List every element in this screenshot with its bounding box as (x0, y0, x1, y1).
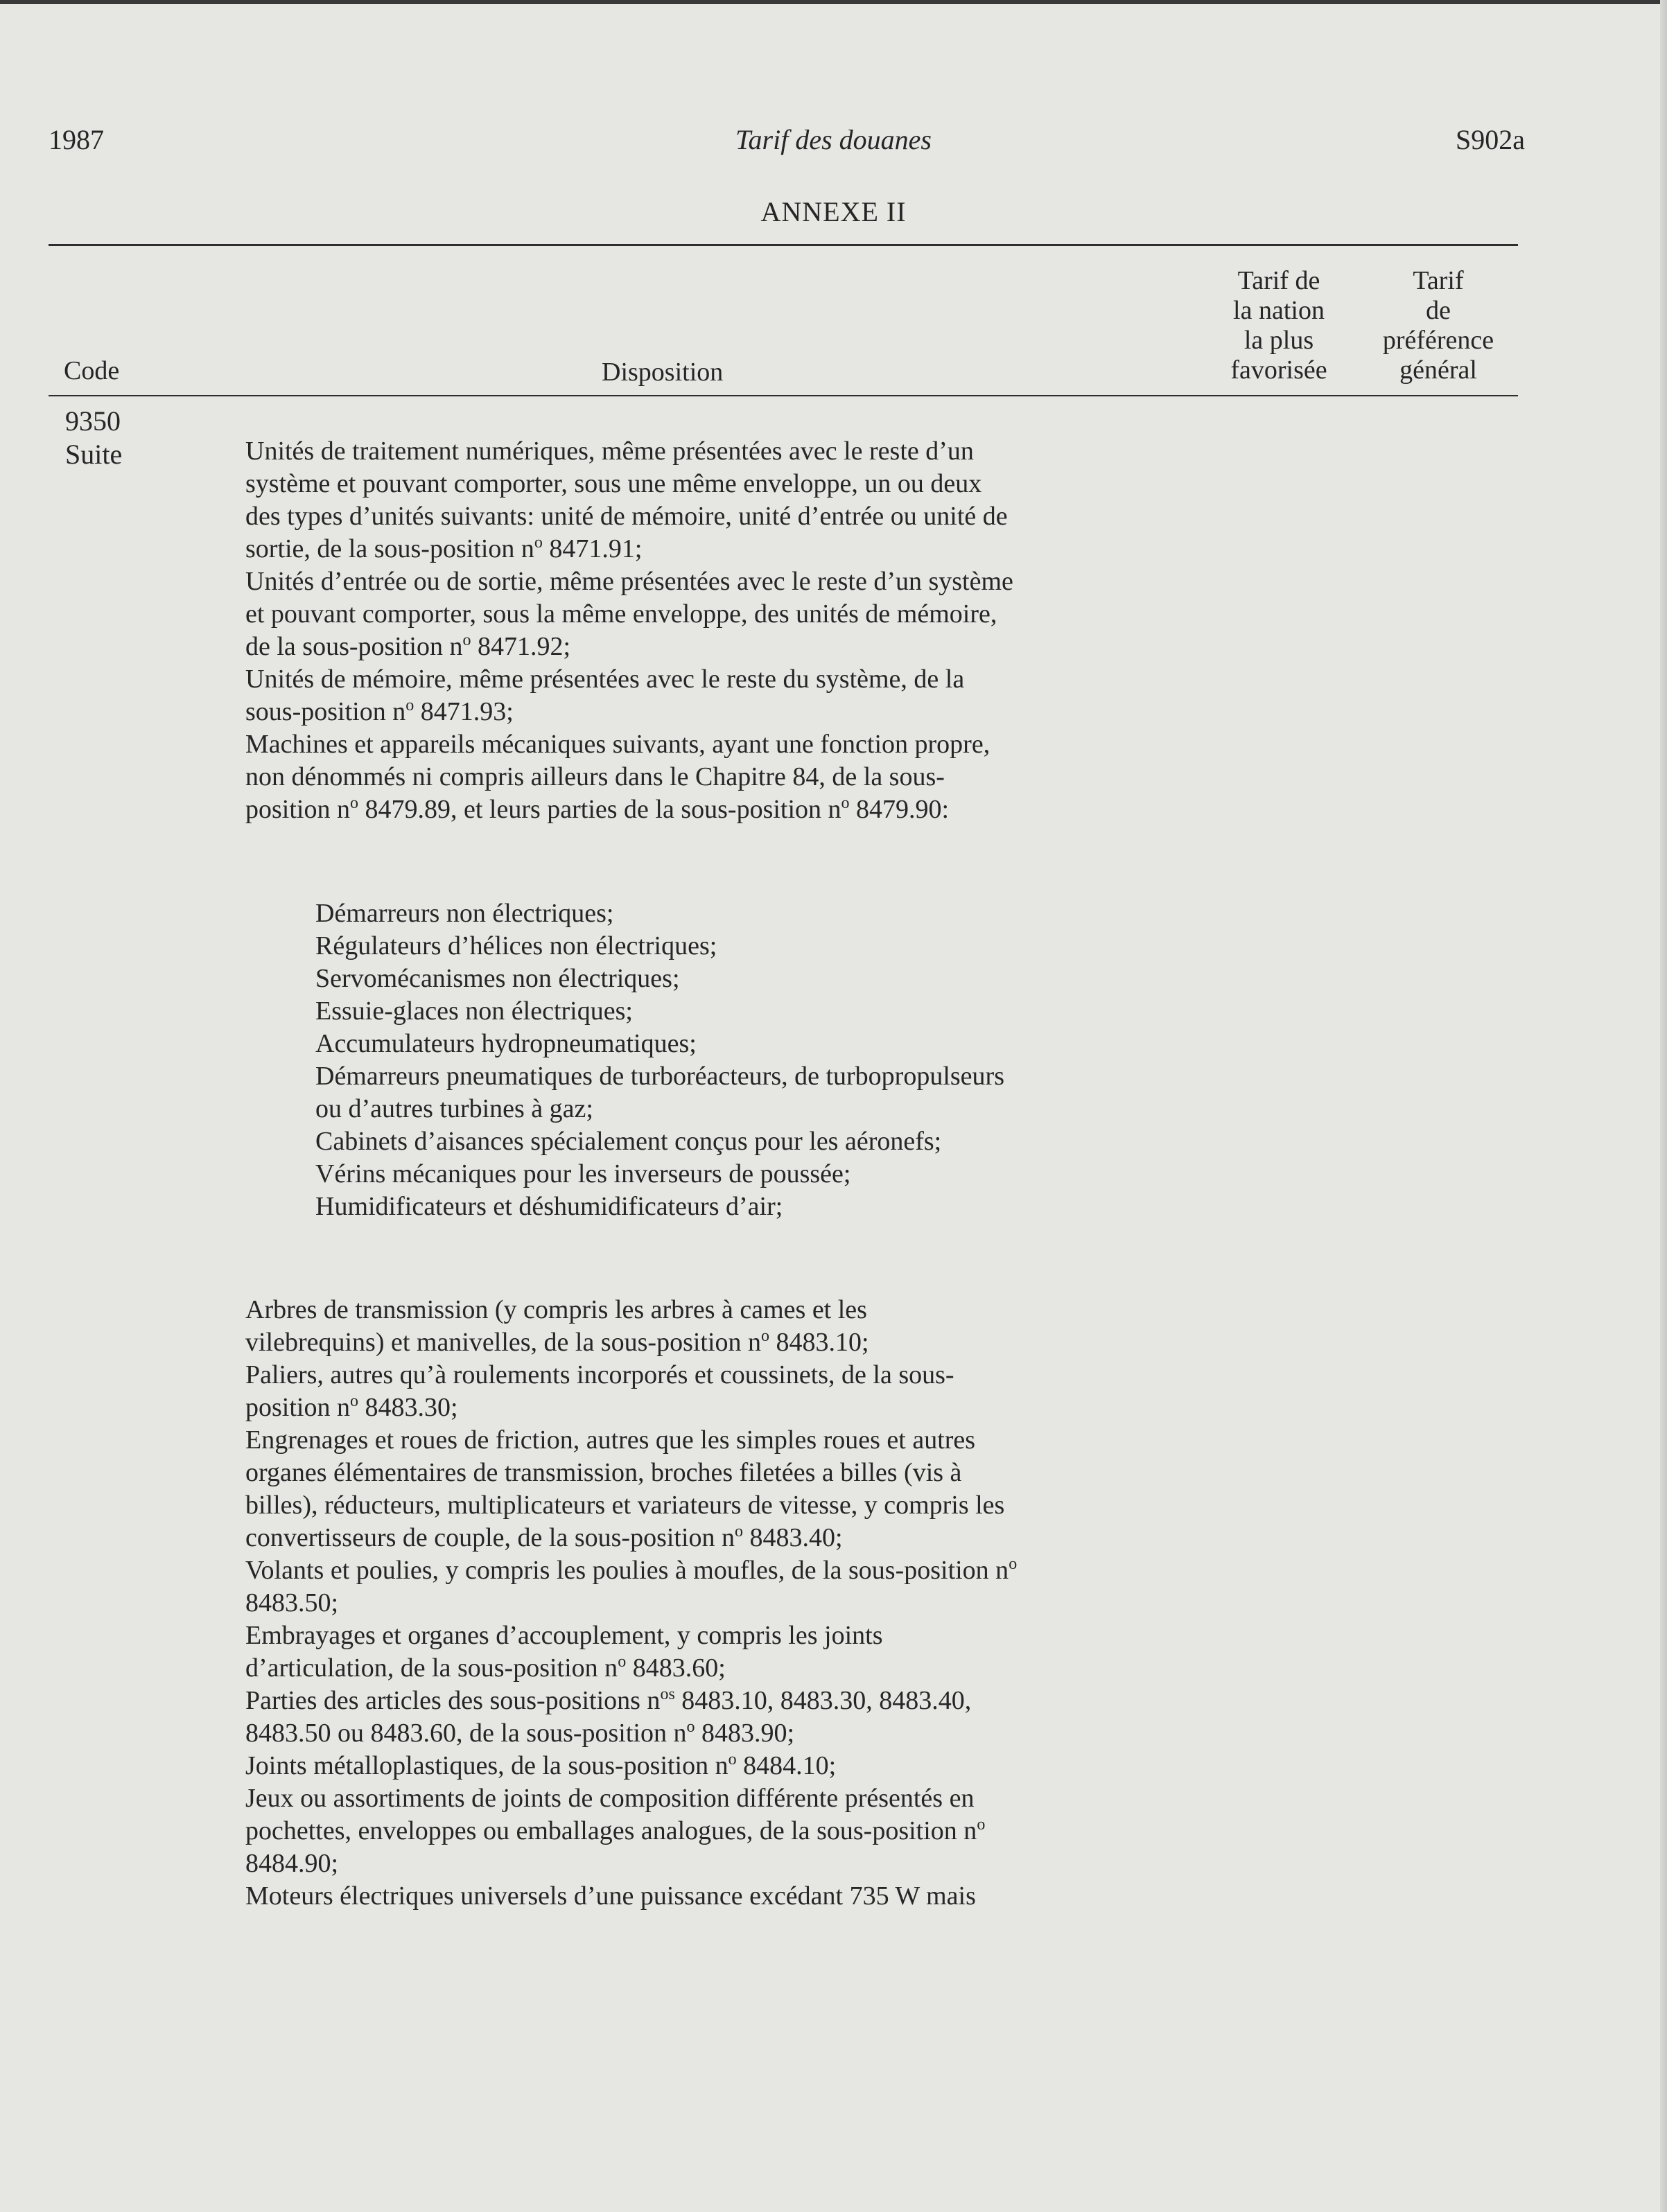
superscript: os (660, 1685, 675, 1703)
text-line: Jeux ou assortiments de joints de composition différente présentés en (245, 1784, 975, 1813)
superscript: o (349, 794, 358, 812)
text-line: 8484.90; (245, 1849, 339, 1878)
text-line: position $n^o$ 8483.30; (245, 1392, 458, 1422)
text-line: 8483.50 ou 8483.60, de la sous-position $n^o$ 8483.90; (245, 1718, 795, 1748)
superscript: o (349, 1392, 358, 1410)
text-line: Engrenages et roues de friction, autres que les simples roues et autres (245, 1425, 976, 1455)
disposition-block-2-list (315, 897, 1300, 1223)
column-header-mfn-line: la plus (1243, 326, 1314, 355)
text-line: sous-position $n^o$ 8471.93; (245, 696, 514, 726)
page-right-edge (1660, 0, 1667, 2212)
superscript: o (686, 1718, 695, 1736)
text-line: Unités de mémoire, même présentées avec le reste du système, de la (245, 665, 965, 694)
column-header-gpt-line: Tarif (1413, 266, 1464, 295)
text-line: de la sous-position $n^o$ 8471.92; (245, 631, 571, 661)
text-line: Parties des articles des sous-positions $n^{os}$ 8483.10, 8483.30, 8483.40, (245, 1685, 972, 1715)
text-line: ou d’autres turbines à gaz; (315, 1094, 593, 1123)
header-title: Tarif des douanes (735, 124, 932, 155)
column-header-gpt-line: préférence (1382, 326, 1494, 355)
disposition-block-1 (245, 435, 1230, 826)
text-line: Vérins mécaniques pour les inverseurs de poussée; (315, 1159, 851, 1188)
superscript: o (728, 1750, 737, 1768)
text-line: Moteurs électriques universels d’une puissance excédant 735 W mais (245, 1881, 976, 1911)
text-line: vilebrequins) et manivelles, de la sous-position $n^o$ 8483.10; (245, 1327, 869, 1357)
column-header-code: Code (64, 356, 120, 385)
disposition-block-3 (245, 1294, 1230, 1913)
page-top-edge (0, 0, 1667, 4)
column-header-gpt-tariff (1359, 266, 1518, 385)
text-line: Essuie-glaces non électriques; (315, 997, 633, 1026)
text-line: système et pouvant comporter, sous une même enveloppe, un ou deux (245, 469, 982, 498)
text-line: Démarreurs pneumatiques de turboréacteurs, de turbopropulseurs (315, 1062, 1004, 1091)
superscript: o (534, 534, 543, 552)
entry-code-cell (65, 405, 122, 471)
column-header-mfn-line: Tarif de (1237, 266, 1320, 295)
text-line: Paliers, autres qu’à roulements incorporés et coussinets, de la sous- (245, 1360, 954, 1389)
superscript: o (977, 1816, 986, 1834)
superscript: o (841, 794, 850, 812)
text-line: et pouvant comporter, sous la même enveloppe, des unités de mémoire, (245, 599, 997, 629)
column-header-gpt-line: général (1399, 356, 1477, 385)
text-line: position $n^o$ 8479.89, et leurs parties de la sous-position $n^o$ 8479.90: (245, 794, 950, 824)
column-header-disposition: Disposition (602, 358, 724, 387)
entry-code: 9350 (65, 405, 121, 437)
column-header-mfn-line: favorisée (1230, 356, 1327, 385)
superscript: o (618, 1653, 627, 1671)
text-line: Arbres de transmission (y compris les arbres à cames et les (245, 1295, 867, 1324)
text-line: non dénommés ni compris ailleurs dans le Chapitre 84, de la sous- (245, 762, 945, 791)
text-line: Accumulateurs hydropneumatiques; (315, 1029, 697, 1058)
text-line: Machines et appareils mécaniques suivants, ayant une fonction propre, (245, 730, 990, 759)
text-line: Unités de traitement numériques, même présentées avec le reste d’un (245, 437, 974, 466)
superscript: o (761, 1327, 770, 1345)
text-line: billes), réducteurs, multiplicateurs et variateurs de vitesse, y compris les (245, 1491, 1005, 1520)
header-year: 1987 (49, 124, 104, 155)
superscript: o (462, 631, 471, 649)
header-page-ref: S902a (1456, 124, 1525, 155)
superscript: o (735, 1522, 744, 1540)
text-line: Régulateurs d’hélices non électriques; (315, 931, 717, 960)
text-line: Humidificateurs et déshumidificateurs d’air; (315, 1192, 783, 1221)
column-header-gpt-line: de (1426, 296, 1451, 325)
text-line: Unités d’entrée ou de sortie, même présentées avec le reste d’un système (245, 567, 1013, 596)
text-line: pochettes, enveloppes ou emballages analogues, de la sous-position $n^o$ (245, 1816, 986, 1845)
annex-title: ANNEXE II (760, 196, 907, 227)
text-line: organes élémentaires de transmission, broches filetées a billes (vis à (245, 1458, 962, 1487)
text-line: Démarreurs non électriques; (315, 899, 614, 928)
text-line: Embrayages et organes d’accouplement, y compris les joints (245, 1621, 883, 1650)
text-line: convertisseurs de couple, de la sous-position $n^o$ 8483.40; (245, 1522, 843, 1552)
text-line: Servomécanismes non électriques; (315, 964, 680, 993)
text-line: Volants et poulies, y compris les poulies à moufles, de la sous-position $n^o$ (245, 1555, 1018, 1585)
column-header-mfn-line: la nation (1233, 296, 1325, 325)
text-line: 8483.50; (245, 1588, 339, 1617)
text-line: Joints métalloplastiques, de la sous-position $n^o$ 8484.10; (245, 1750, 837, 1780)
column-header-mfn-tariff (1199, 266, 1359, 385)
text-line: sortie, de la sous-position $n^o$ 8471.91; (245, 534, 643, 563)
superscript: o (1009, 1555, 1018, 1573)
column-header-rule (49, 395, 1518, 396)
entry-continued: Suite (65, 439, 123, 470)
header-rule (49, 244, 1518, 246)
superscript: o (405, 696, 414, 714)
text-line: des types d’unités suivants: unité de mémoire, unité d’entrée ou unité de (245, 502, 1008, 531)
text-line: Cabinets d’aisances spécialement conçus pour les aéronefs; (315, 1127, 942, 1156)
text-line: d’articulation, de la sous-position $n^o$ 8483.60; (245, 1653, 726, 1683)
